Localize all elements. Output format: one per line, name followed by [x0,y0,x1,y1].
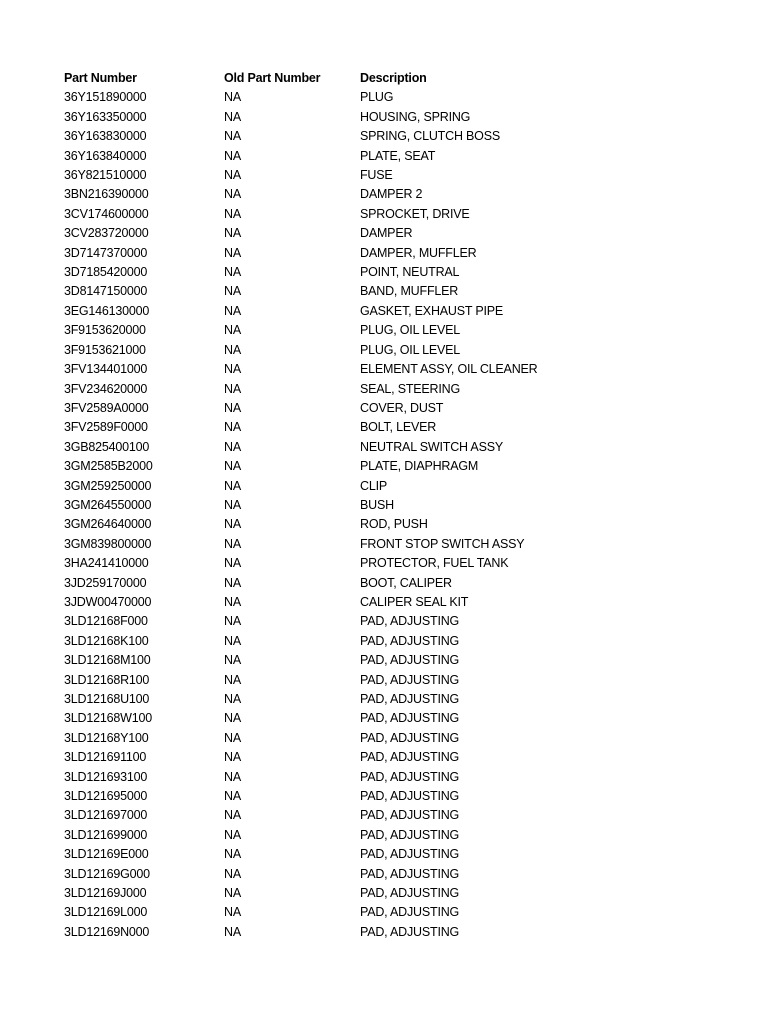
old-part-number-cell: NA [224,924,241,939]
description-cell: PAD, ADJUSTING [360,808,460,823]
description-cell: PAD, ADJUSTING [360,827,460,842]
part-number-cell: 3JDW00470000 [64,594,152,609]
table-row [64,380,620,399]
table-row [64,651,620,670]
part-number-cell: 3LD121693100 [64,769,148,784]
description-cell: PAD, ADJUSTING [360,614,460,629]
old-part-number-cell: NA [224,439,241,454]
part-number-cell: 3LD12168R100 [64,672,150,687]
table-row [64,127,620,146]
old-part-number-cell: NA [224,206,241,221]
description-header: Description [360,71,427,85]
description-cell: SPROCKET, DRIVE [360,206,470,221]
part-number-cell: 3FV234620000 [64,381,148,396]
part-number-cell: 3D7185420000 [64,265,148,280]
description-cell: ELEMENT ASSY, OIL CLEANER [360,362,538,377]
table-row [64,515,620,534]
parts-body [64,88,620,942]
description-cell: PAD, ADJUSTING [360,847,460,862]
old-part-number-cell: NA [224,323,241,338]
description-cell: CALIPER SEAL KIT [360,594,469,609]
description-cell: PAD, ADJUSTING [360,905,460,920]
description-cell: POINT, NEUTRAL [360,265,460,280]
description-cell: PAD, ADJUSTING [360,711,460,726]
table-row [64,166,620,185]
description-cell: FRONT STOP SWITCH ASSY [360,536,525,551]
old-part-number-cell: NA [224,886,241,901]
part-number-cell: 3FV134401000 [64,362,148,377]
part-number-cell: 3GM264640000 [64,517,152,532]
part-number-cell: 3GM2585B2000 [64,459,153,474]
part-number-cell: 3LD12168K100 [64,633,149,648]
old-part-number-cell: NA [224,789,241,804]
part-number-cell: 36Y163840000 [64,148,147,163]
part-number-cell: 36Y821510000 [64,168,147,183]
part-number-cell: 36Y151890000 [64,90,147,105]
old-part-number-cell: NA [224,342,241,357]
part-number-cell: 3LD121695000 [64,789,148,804]
description-cell: ROD, PUSH [360,517,428,532]
part-number-cell: 3GB825400100 [64,439,150,454]
table-row [64,806,620,825]
old-part-number-cell: NA [224,381,241,396]
part-number-cell: 3HA241410000 [64,556,149,571]
table-row [64,185,620,204]
table-row [64,360,620,379]
table-row [64,418,620,437]
table-row [64,768,620,787]
table-row [64,826,620,845]
part-number-header: Part Number [64,71,137,85]
old-part-number-cell: NA [224,575,241,590]
old-part-number-cell: NA [224,536,241,551]
table-row [64,554,620,573]
old-part-number-cell: NA [224,711,241,726]
old-part-number-cell: NA [224,750,241,765]
header-row [64,69,620,88]
old-part-number-cell: NA [224,692,241,706]
table-row [64,709,620,728]
description-cell: PAD, ADJUSTING [360,633,460,648]
table-row [64,341,620,360]
table-row [64,282,620,301]
part-number-cell: 3CV283720000 [64,226,149,241]
old-part-number-cell: NA [224,672,241,687]
old-part-number-cell: NA [224,245,241,260]
description-cell: BOOT, CALIPER [360,575,452,590]
part-number-cell: 36Y163350000 [64,109,147,124]
old-part-number-cell: NA [224,109,241,124]
old-part-number-cell: NA [224,148,241,163]
description-cell: PAD, ADJUSTING [360,769,460,784]
old-part-number-cell: NA [224,459,241,474]
description-cell: PAD, ADJUSTING [360,672,460,687]
old-part-number-cell: NA [224,90,241,105]
table-row [64,729,620,748]
description-cell: BUSH [360,497,394,512]
table-row [64,88,620,107]
description-cell: PROTECTOR, FUEL TANK [360,556,509,571]
old-part-number-cell: NA [224,168,241,183]
part-number-cell: 3GM839800000 [64,536,152,551]
part-number-cell: 3LD12168M100 [64,653,151,668]
table-row [64,457,620,476]
description-cell: SEAL, STEERING [360,381,461,396]
old-part-number-cell: NA [224,847,241,862]
description-cell: PAD, ADJUSTING [360,692,460,706]
description-cell: DAMPER, MUFFLER [360,245,477,260]
part-number-cell: 3F9153620000 [64,323,146,338]
description-cell: HOUSING, SPRING [360,109,471,124]
old-part-number-cell: NA [224,129,241,144]
part-number-cell: 3FV2589A0000 [64,400,149,415]
old-part-number-cell: NA [224,517,241,532]
table-row [64,321,620,340]
table-row [64,244,620,263]
old-part-number-cell: NA [224,905,241,920]
old-part-number-cell: NA [224,808,241,823]
description-cell: SPRING, CLUTCH BOSS [360,129,500,144]
description-cell: PAD, ADJUSTING [360,730,460,745]
old-part-number-cell: NA [224,769,241,784]
table-row [64,845,620,864]
old-part-number-cell: NA [224,265,241,280]
part-number-cell: 3LD12169E000 [64,847,149,862]
part-number-cell: 3LD121691100 [64,750,147,765]
description-cell: GASKET, EXHAUST PIPE [360,303,504,318]
part-number-cell: 3GM264550000 [64,497,152,512]
old-part-number-cell: NA [224,400,241,415]
table-row [64,593,620,612]
old-part-number-cell: NA [224,284,241,299]
table-row [64,884,620,903]
description-cell: DAMPER [360,226,413,241]
table-row [64,147,620,166]
description-cell: PLATE, SEAT [360,148,436,163]
description-cell: DAMPER 2 [360,187,423,202]
table-row [64,632,620,651]
table-row [64,399,620,418]
old-part-number-cell: NA [224,730,241,745]
old-part-number-cell: NA [224,594,241,609]
table-row [64,205,620,224]
part-number-cell: 3F9153621000 [64,342,146,357]
part-number-cell: 3LD12169J000 [64,886,147,901]
old-part-number-header: Old Part Number [224,71,321,85]
table-row [64,574,620,593]
part-number-cell: 3CV174600000 [64,206,149,221]
table-row [64,923,620,942]
description-cell: PLUG [360,90,394,105]
old-part-number-cell: NA [224,556,241,571]
table-row [64,865,620,884]
part-number-cell: 3D7147370000 [64,245,148,260]
table-row [64,671,620,690]
table-row [64,302,620,321]
description-cell: CLIP [360,478,387,493]
part-number-cell: 3LD12168U100 [64,692,150,706]
description-cell: PLUG, OIL LEVEL [360,342,461,357]
part-number-cell: 3D8147150000 [64,284,148,299]
part-number-cell: 3LD12169G000 [64,866,150,881]
part-number-cell: 3BN216390000 [64,187,149,202]
part-number-cell: 3LD12168F000 [64,614,148,629]
table-row [64,438,620,457]
table-row [64,535,620,554]
part-number-cell: 3JD259170000 [64,575,147,590]
table-row [64,612,620,631]
old-part-number-cell: NA [224,497,241,512]
part-number-cell: 3LD12168W100 [64,711,152,726]
part-number-cell: 3LD12169L000 [64,905,148,920]
description-cell: PAD, ADJUSTING [360,866,460,881]
description-cell: PAD, ADJUSTING [360,924,460,939]
part-number-cell: 3LD12169N000 [64,924,150,939]
old-part-number-cell: NA [224,827,241,842]
description-cell: NEUTRAL SWITCH ASSY [360,439,503,454]
table-row [64,787,620,806]
table-row [64,690,620,709]
description-cell: COVER, DUST [360,400,444,415]
description-cell: BAND, MUFFLER [360,284,459,299]
description-cell: PAD, ADJUSTING [360,750,460,765]
old-part-number-cell: NA [224,362,241,377]
part-number-cell: 3GM259250000 [64,478,152,493]
part-number-cell: 3LD12168Y100 [64,730,149,745]
old-part-number-cell: NA [224,866,241,881]
part-number-cell: 36Y163830000 [64,129,147,144]
table-row [64,263,620,282]
table-row [64,903,620,922]
part-number-cell: 3EG146130000 [64,303,150,318]
description-cell: PLATE, DIAPHRAGM [360,459,479,474]
table-row [64,224,620,243]
description-cell: PLUG, OIL LEVEL [360,323,461,338]
old-part-number-cell: NA [224,478,241,493]
old-part-number-cell: NA [224,633,241,648]
description-cell: PAD, ADJUSTING [360,789,460,804]
parts-table [64,69,620,942]
table-row [64,496,620,515]
description-cell: FUSE [360,168,393,183]
old-part-number-cell: NA [224,303,241,318]
old-part-number-cell: NA [224,614,241,629]
description-cell: PAD, ADJUSTING [360,886,460,901]
part-number-cell: 3FV2589F0000 [64,420,148,435]
part-number-cell: 3LD121697000 [64,808,148,823]
table-row [64,748,620,767]
old-part-number-cell: NA [224,420,241,435]
description-cell: PAD, ADJUSTING [360,653,460,668]
old-part-number-cell: NA [224,653,241,668]
table-row [64,477,620,496]
table-row [64,108,620,127]
old-part-number-cell: NA [224,226,241,241]
old-part-number-cell: NA [224,187,241,202]
part-number-cell: 3LD121699000 [64,827,148,842]
description-cell: BOLT, LEVER [360,420,437,435]
